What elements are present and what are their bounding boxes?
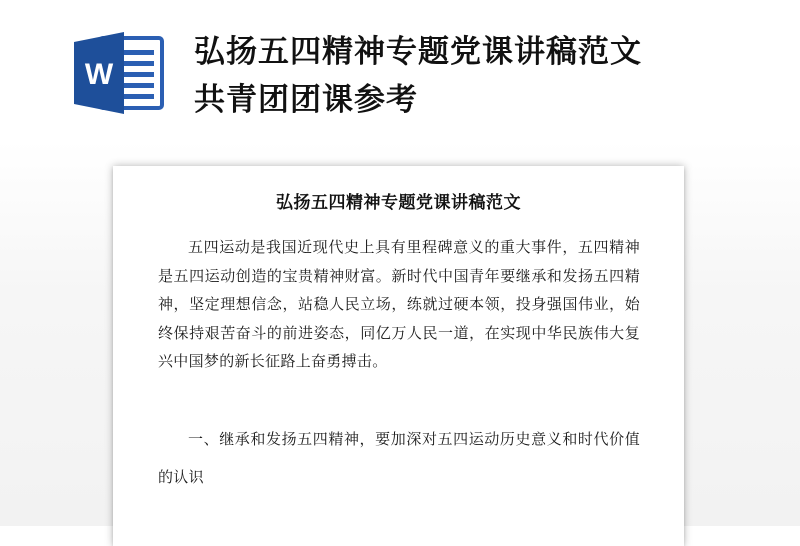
page-title <box>194 28 774 124</box>
title-line-1: 弘扬五四精神专题党课讲稿范文 <box>194 34 642 70</box>
title-line-2: 共青团团课参考 <box>194 82 418 118</box>
svg-text:W: W <box>84 58 114 91</box>
document-paragraph-1: 五四运动是我国近现代史上具有里程碑意义的重大事件，五四精神是五四运动创造的宝贵精神财富。新时代中国青年要继承和发扬五四精神，坚定理想信念，站稳人民立场，练就过硬本领，投身强国伟业，始终保持艰苦奋斗的前进姿态，同亿万人民一道，在实现中华民族伟大复兴中国梦的新长征路上奋勇搏击。 <box>158 238 640 370</box>
word-document-icon <box>70 30 166 116</box>
document-title: 弘扬五四精神专题党课讲稿范文 <box>276 193 521 213</box>
document-paragraph-2: 一、继承和发扬五四精神，要加深对五四运动历史意义和时代价值的认识 <box>158 430 640 486</box>
document-page-preview <box>113 166 684 546</box>
header-banner <box>0 0 800 160</box>
